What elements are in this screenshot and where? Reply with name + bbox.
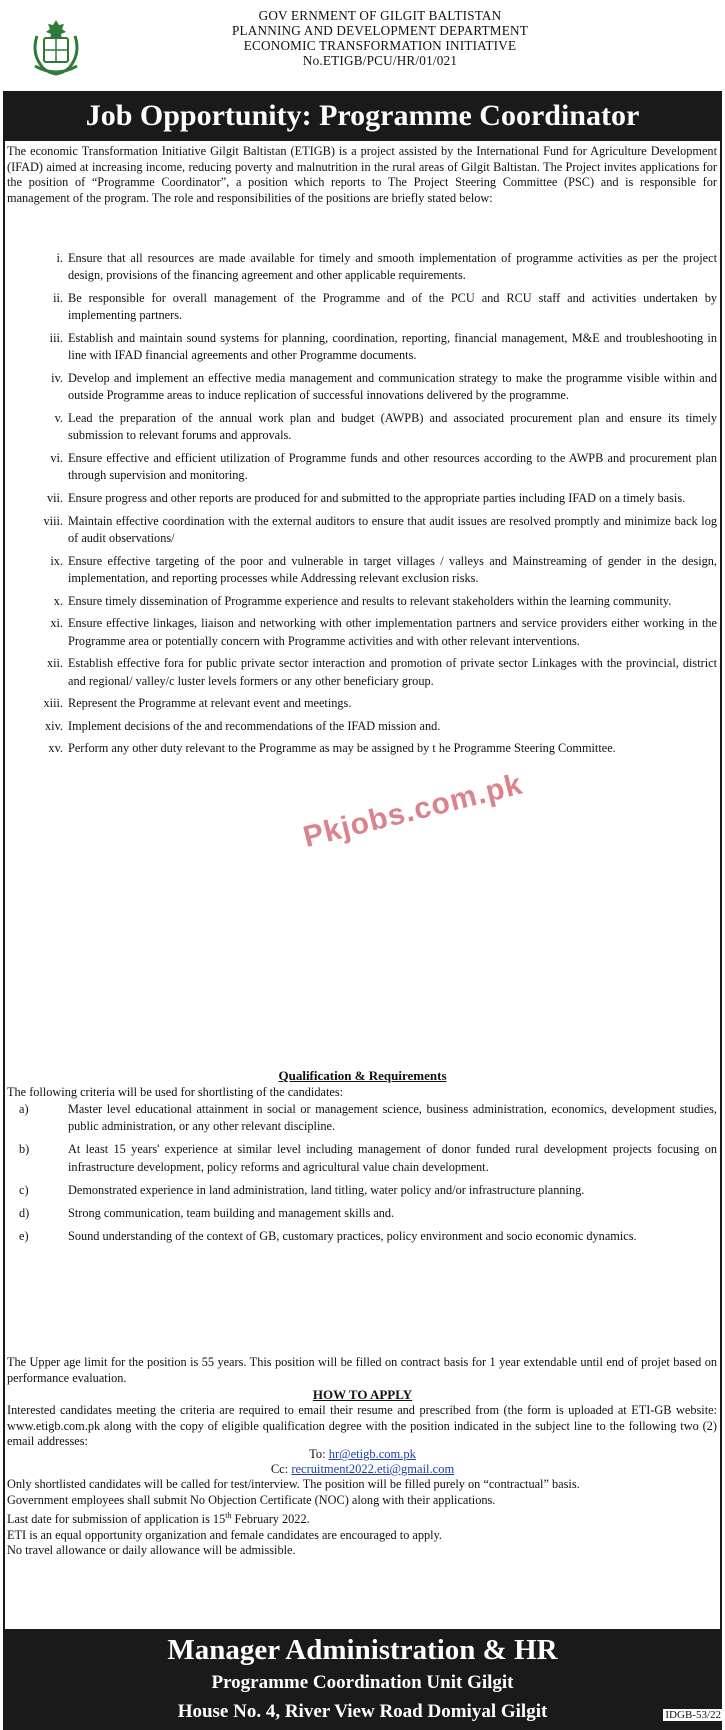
cc-email-line: Cc: recruitment2022.eti@gmail.com xyxy=(270,1462,455,1476)
list-item: iii. Establish and maintain sound systems for planning, coordination, reporting, financial management, M&E and troubleshooting in line with IFAD financial agreements and other Programme documents. xyxy=(49,331,717,363)
to-email-line: To: hr@etigb.com.pk xyxy=(309,1447,416,1461)
list-item: e) Sound understanding of the context of GB, customary practices, policy environment and socio economic dynamics. xyxy=(19,1228,637,1243)
cc-email-link[interactable]: recruitment2022.eti@gmail.com xyxy=(291,1462,455,1476)
equal-opportunity-note: ETI is an equal opportunity organization and female candidates are encouraged to apply. xyxy=(7,1527,443,1542)
list-item: xiii. Represent the Programme at relevant event and meetings. xyxy=(43,696,352,711)
age-limit-paragraph: The Upper age limit for the position is 55 years. This position will be filled on contract basis for 1 year extendable until end of projet based on performance evaluation. xyxy=(7,1355,717,1385)
initiative-line: ECONOMIC TRANSFORMATION INITIATIVE xyxy=(243,38,517,53)
list-item: viii. Maintain effective coordination with the external auditors to ensure that audit issues are resolved promptly and minimize back log of audit observations/ xyxy=(43,513,717,545)
list-item: vii. Ensure progress and other reports are produced for and submitted to the appropriate parties including IFAD on a timely basis. xyxy=(46,491,686,505)
responsibilities-list xyxy=(7,250,717,763)
department-line: PLANNING AND DEVELOPMENT DEPARTMENT xyxy=(232,23,528,38)
qualification-heading: Qualification & Requirements xyxy=(278,1068,447,1083)
govt-line: GOV ERNMENT OF GILGIT BALTISTAN xyxy=(258,8,502,23)
intro-paragraph: The economic Transformation Initiative Gilgit Baltistan (ETIGB) is a project assisted by the International Fund for Agriculture Development (IFAD) aimed at increasing income, reducing poverty and malnutrition in the rural areas of Gilgit Baltistan. The Project invites applications for the position of “Programme Coordinator”, a position which reports to The Project Steering Committee (PSC) and is responsible for management of the program. The role and responsibilities of the positions are briefly stated below: xyxy=(7,144,717,205)
list-item: c) Demonstrated experience in land administration, land titling, water policy and/or infrastructure planning. xyxy=(19,1182,585,1197)
list-item: iv. Develop and implement an effective media management and communication strategy to make the programme visible within and outside Programme areas to induce replication of successful innovations delivered by the programme. xyxy=(51,371,717,403)
list-item: ix. Ensure effective targeting of the poor and vulnerable in target villages / valleys and Mainstreaming of gender in the design, implementation, and reporting processes while Addressing relevant exclusion risks. xyxy=(50,553,717,585)
to-email-link[interactable]: hr@etigb.com.pk xyxy=(328,1447,416,1461)
footer-title: Manager Administration & HR xyxy=(167,1634,558,1666)
list-item: d) Strong communication, team building and management skills and. xyxy=(19,1205,395,1220)
list-item: xv. Perform any other duty relevant to the Programme as may be assigned by t he Programme Steering Committee. xyxy=(48,741,616,756)
list-item: x. Ensure timely dissemination of Programme experience and results to relevant stakeholders within the learning community. xyxy=(53,593,672,608)
header-text xyxy=(120,8,640,68)
ad-code: IDGB-53/22 xyxy=(665,1709,721,1721)
watermark: Pkjobs.com.pk xyxy=(300,767,527,855)
list-item: v. Lead the preparation of the annual work plan and budget (AWPB) and associated procurement plan and ensure its timely submission to relevant forums and approvals. xyxy=(54,411,717,443)
list-item: xii. Establish effective fora for public private sector interaction and promotion of private sector Linkages with the provincial, district and regional/ valley/c luster levels formers or any other beneficiary group. xyxy=(46,656,717,688)
list-item: a) Master level educational attainment in social or management science, business administration, economics, development studies, public administration, or any other relevant discipline. xyxy=(19,1102,717,1134)
deadline-note: Last date for submission of application is 15th February 2022. xyxy=(7,1511,310,1527)
footer-banner xyxy=(3,1629,722,1730)
list-item: vi. Ensure effective and efficient utilization of Programme funds and other resources according to the AWPB and procurement plan through supervision and monitoring. xyxy=(50,451,717,483)
criteria-intro: The following criteria will be used for shortlisting of the candidates: xyxy=(7,1085,344,1099)
header xyxy=(0,0,725,92)
list-item: i. Ensure that all resources are made available for timely and smooth implementation of programme activities as per the project design, provisions of the financing agreement and other applicable requirements. xyxy=(56,251,717,283)
reference-number: No.ETIGB/PCU/HR/01/021 xyxy=(302,53,458,68)
noc-note: Government employees shall submit No Objection Certificate (NOC) along with their applications. xyxy=(7,1492,496,1507)
how-to-apply-heading: HOW TO APPLY xyxy=(312,1387,413,1402)
list-item: b) At least 15 years' experience at similar level including management of donor funded rural development projects focusing on infrastructure development, policy reforms and agricultural value chain development. xyxy=(19,1142,717,1174)
shortlist-note: Only shortlisted candidates will be called for test/interview. The position will be filled purely on “contractual” basis. xyxy=(7,1477,580,1491)
list-item: xi. Ensure effective linkages, liaison and networking with other implementation partners and service providers either working in the Programme area or potentially concern with Programme activities and with other relevant interventions. xyxy=(50,616,717,648)
qualification-list xyxy=(7,1101,717,1251)
list-item: xiv. Implement decisions of the and recommendations of the IFAD mission and. xyxy=(45,718,441,733)
title-banner: Job Opportunity: Programme Coordinator xyxy=(3,91,722,141)
list-item: ii. Be responsible for overall management of the Programme and of the PCU and RCU staff and activities undertaken by implementing partners. xyxy=(53,291,717,323)
footer-address: House No. 4, River View Road Domiyal Gilgit xyxy=(177,1701,548,1722)
footer-unit: Programme Coordination Unit Gilgit xyxy=(211,1672,514,1693)
government-emblem-icon xyxy=(27,16,85,76)
allowance-note: No travel allowance or daily allowance will be admissible. xyxy=(7,1543,296,1558)
apply-paragraph: Interested candidates meeting the criteria are required to email their resume and prescribed from (the form is uploaded at ETI-GB website: www.etigb.com.pk along with the copy of eligible qualification degree with the position indicated in the subject line to the following two (2) email addresses: xyxy=(7,1403,717,1449)
apply-notes xyxy=(7,1477,717,1559)
